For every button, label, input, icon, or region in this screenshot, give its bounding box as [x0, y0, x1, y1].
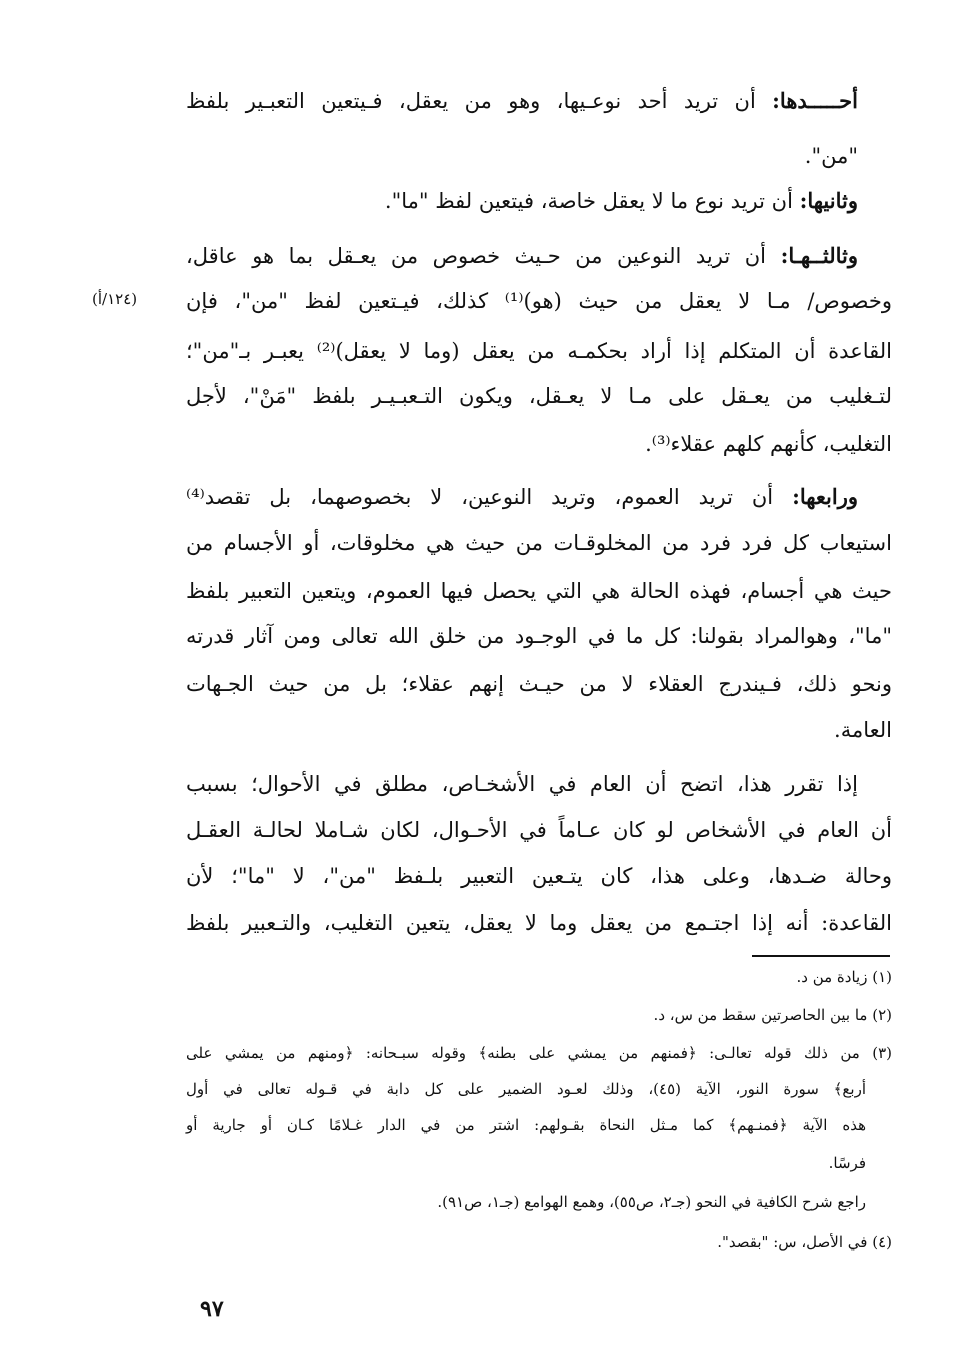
- paragraph-4-label: ورابعها:: [792, 484, 858, 509]
- paragraph-4-line-6: العامة.: [834, 718, 892, 742]
- footnote-3-line-5: راجع شرح الكافية في النحو (جـ٢، ص٥٥)، وهمع الهوامع (جـ١، ص٩١).: [437, 1193, 866, 1211]
- paragraph-4-line-5: ونحو ذلك، فـيندرج العقلاء لا من حيـث إنهم عقلاء؛ بل من حيث الجـهات: [186, 672, 892, 696]
- paragraph-5-line-1: إذا تقرر هذا، اتضح أن العام في الأشخـاص، مطلق في الأحوال؛ بسبب: [186, 772, 858, 796]
- paragraph-1-line-2: "من".: [804, 144, 858, 168]
- footnote-3-line-1: (٣) من ذلك قوله تعالـى: ﴿فمنهم من يمشي على بطنه﴾ وقوله سبـحانه: ﴿ومنهم من يمشي على: [186, 1044, 892, 1062]
- paragraph-1-label: أحـــــدها:: [772, 88, 858, 113]
- paragraph-2-line-1: [186, 184, 858, 218]
- footnote-2: (٢) ما بين الحاصرتين سقط من س، د.: [653, 1006, 892, 1024]
- footnote-3-line-4: فرسًا.: [828, 1154, 866, 1172]
- paragraph-2-label: وثانيها:: [799, 188, 858, 213]
- paragraph-5-line-2: أن العام في الأشخاص لو كان عـاماً في الأحـوال، لكان شـاملا لحالـة العقـل: [186, 818, 892, 842]
- footnote-3-line-2: أربع﴾ سورة النور، الآية (٤٥)، وذلك لعـود الضمير على كل دابة في قـوله تعالى في أول: [186, 1080, 866, 1098]
- paragraph-3-line-1: [186, 239, 858, 273]
- paragraph-5-line-3: وحالة ضـدها، وعلى هذا، كان يتـعين التعبير بلـفظ "من"، لا "ما"؛ لأن: [186, 864, 892, 888]
- page-number: ٩٧: [200, 1296, 224, 1322]
- paragraph-4-line-2: استيعاب كل فرد فرد من المخلوقـات من حيث هي مخلوقات، أو الأجسام من: [186, 531, 892, 555]
- paragraph-2-text: أن تريد نوع ما لا يعقل خاصة، فيتعين لفظ "ما".: [384, 189, 793, 213]
- paragraph-3-label: وثالثــهـا:: [780, 243, 858, 268]
- paragraph-3-text: أن تريد النوعين من حـيث خصوص من يعـقل بما هو عاقل،: [186, 244, 767, 268]
- footnote-divider: [752, 955, 890, 957]
- paragraph-3-line-3: القاعدة أن المتكلم إذا أراد بحكمـه من يعقل (وما لا يعقل)⁽²⁾ يعبـر بـ"من"؛: [186, 339, 892, 363]
- paragraph-5-line-4: القاعدة: أنه إذا اجتـمع من يعقل وما لا يعقل، يتعين التغليب، والتـعبير بلفظ: [186, 911, 892, 935]
- footnote-1: (١) زيادة من د.: [796, 968, 892, 986]
- margin-manuscript-note: (١٢٤/أ): [92, 290, 138, 308]
- paragraph-4-line-4: "ما"، وهوالمراد بقولنا: كل ما في الوجـود من خلق الله تعالى ومن آثار قدرته: [186, 624, 892, 648]
- paragraph-4-line-1: [186, 480, 858, 514]
- paragraph-3-line-4: لتـغليب من يعـقل على مـا لا يعـقل، ويكون التـعبـيـر بلفظ "مَنْ"، لأجل: [186, 384, 892, 408]
- paragraph-4-text: أن تريد العموم، وتريد النوعين، لا بخصوصهما، بل تقصد⁽⁴⁾: [186, 485, 774, 509]
- paragraph-1-text: أن تريد أحد نوعـيها، وهو من يعقل، فـيتعين التعبـير بلفظ: [186, 89, 756, 113]
- paragraph-3-line-5: التغليب، كأنهم كلهم عقلاء⁽³⁾.: [645, 432, 892, 456]
- footnote-4: (٤) في الأصل، س: "بقصد".: [717, 1233, 892, 1251]
- paragraph-4-line-3: حيث هي أجسام، فهذه الحالة هي التي يحصل فيها العموم، ويتعين التعبير بلفظ: [186, 579, 892, 603]
- paragraph-3-line-2: وخصوص/ مـا لا يعقل من حيث (هو)⁽¹⁾ كذلك، فيـتعين لفظ "من"، فإن: [186, 289, 892, 313]
- footnote-3-line-3: هذه الآية ﴿فمنـهم﴾ كما مـثل النحاة بقـولهم: اشتر من في الدار غـلامًا كـان أو جارية أو: [186, 1116, 866, 1134]
- paragraph-1-line-1: [186, 84, 858, 118]
